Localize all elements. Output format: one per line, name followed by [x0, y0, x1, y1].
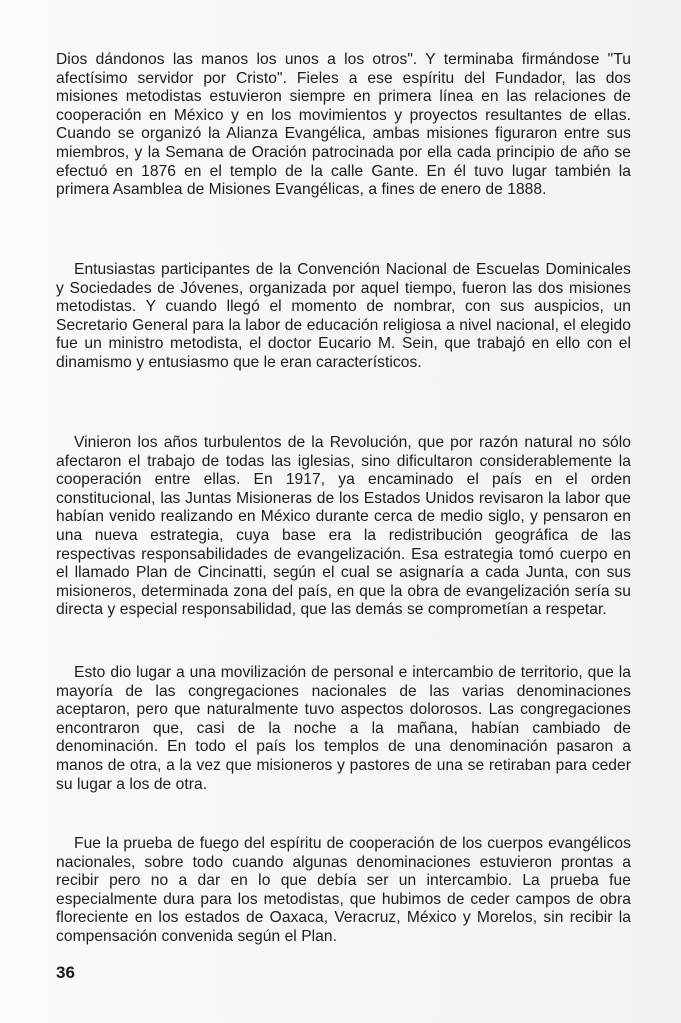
- paragraph-text: Entusiastas participantes de la Convención Nacional de Escuelas Dominicales y Sociedades de Jóvenes, organizada por aquel tiempo, fueron las dos misiones metodistas. Y cuando llegó el momento de nombrar, con sus auspicios, un Secretario General para la labor de educación religiosa a nivel nacional, el elegido fue un ministro metodista, el doctor Eucario M. Sein, que trabajó en ello con el dinamismo y entusiasmo que le eran característicos.: [56, 261, 631, 371]
- paragraph-text: Fue la prueba de fuego del espíritu de cooperación de los cuerpos evangélicos nacionales, sobre todo cuando algunas denominaciones estuvieron prontas a recibir pero no a dar en lo que debía ser un intercambio. La prueba fue especialmente dura para los metodistas, que hubimos de ceder campos de obra floreciente en los estados de Oaxaca, Veracruz, México y Morelos, sin recibir la compensación convenida según el Plan.: [56, 835, 631, 945]
- paragraph-text: Dios dándonos las manos los unos a los otros". Y terminaba firmándose "Tu afectísimo servidor por Cristo". Fieles a ese espíritu del Fundador, las dos misiones metodistas estuvieron siempre en primera línea en las relaciones de cooperación en México y en los movimientos y proyectos resultantes de ellas. Cuando se organizó la Alianza Evangélica, ambas misiones figuraron entre sus miembros, y la Semana de Oración patrocinada por ella cada principio de año se efectuó en 1876 en el templo de la calle Gante. En él tuvo lugar también la primera Asamblea de Misiones Evangélicas, a fines de enero de 1888.: [56, 51, 631, 199]
- paragraph-revolucion: [56, 434, 631, 620]
- page-number: 36: [56, 963, 75, 982]
- paragraph-convencion: [56, 261, 631, 373]
- paragraph-continuation: [56, 51, 631, 200]
- paragraph-text: Esto dio lugar a una movilización de personal e intercambio de territorio, que la mayoría de las congregaciones nacionales de las varias denominaciones aceptaron, pero que naturalmente tuvo aspectos dolorosos. Las congregaciones encontraron que, casi de la noche a la mañana, habían cambiado de denominación. En todo el país los templos de una denominación pasaron a manos de otra, a la vez que misioneros y pastores de una se retiraban para ceder su lugar a los de otra.: [56, 664, 631, 793]
- paragraph-movilizacion: [56, 664, 631, 794]
- paragraph-text: Vinieron los años turbulentos de la Revolución, que por razón natural no sólo afectaron el trabajo de todas las iglesias, sino dificultaron considerablemente la cooperación entre ellas. En 1917, ya encaminado el país en el orden constitucional, las Juntas Misioneras de los Estados Unidos revisaron la labor que habían venido realizando en México durante cerca de medio siglo, y pensaron en una nueva estrategia, cuya base era la redistribución geográfica de las respectivas responsabilidades de evangelización. Esa estrategia tomó cuerpo en el llamado Plan de Cincinatti, según el cual se asignaría a cada Junta, con sus misioneros, determinada zona del país, en que la obra de evangelización sería su directa y especial responsabilidad, que las demás se comprometían a respetar.: [56, 434, 631, 619]
- paragraph-prueba-de-fuego: [56, 835, 631, 947]
